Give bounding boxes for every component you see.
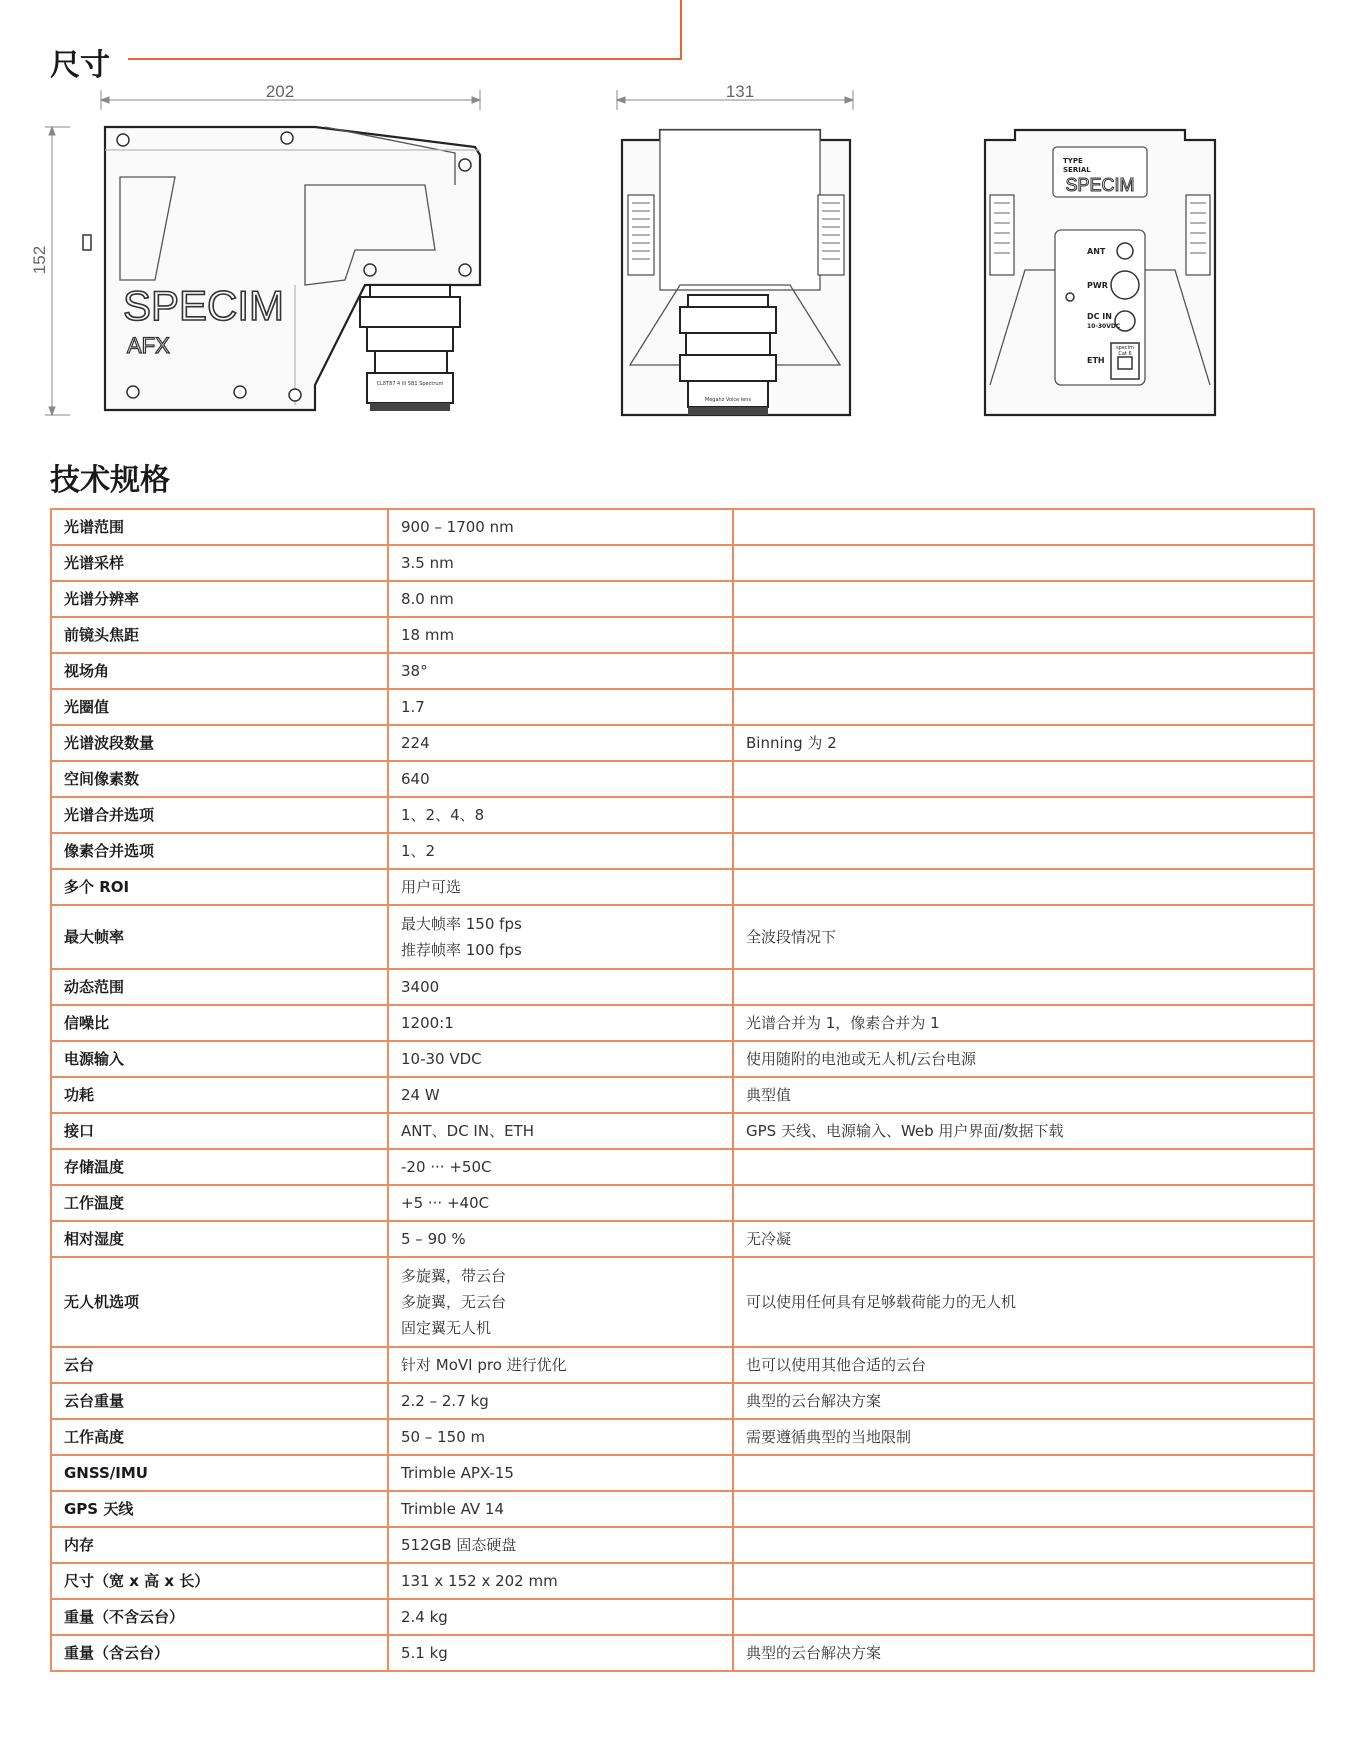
spec-param: 相对湿度 bbox=[51, 1221, 388, 1257]
spec-value-line: 针对 MoVI pro 进行优化 bbox=[401, 1356, 567, 1374]
spec-value bbox=[388, 1113, 733, 1149]
spec-param: GPS 天线 bbox=[51, 1491, 388, 1527]
spec-value bbox=[388, 833, 733, 869]
spec-value-line: 131 x 152 x 202 mm bbox=[401, 1572, 558, 1590]
spec-value bbox=[388, 969, 733, 1005]
spec-note bbox=[733, 653, 1314, 689]
spec-note bbox=[733, 617, 1314, 653]
spec-param: GNSS/IMU bbox=[51, 1455, 388, 1491]
spec-note: 典型值 bbox=[733, 1077, 1314, 1113]
spec-value-line: 1、2 bbox=[401, 842, 436, 860]
spec-param: 云台 bbox=[51, 1347, 388, 1383]
back-port-dcin: DC IN bbox=[1087, 312, 1112, 321]
spec-note bbox=[733, 1149, 1314, 1185]
spec-param: 无人机选项 bbox=[51, 1257, 388, 1347]
spec-row bbox=[51, 1005, 1314, 1041]
spec-note bbox=[733, 509, 1314, 545]
spec-value bbox=[388, 1347, 733, 1383]
spec-note: Binning 为 2 bbox=[733, 725, 1314, 761]
spec-value-line: 224 bbox=[401, 734, 430, 752]
spec-row bbox=[51, 1185, 1314, 1221]
spec-param: 前镜头焦距 bbox=[51, 617, 388, 653]
spec-row bbox=[51, 1149, 1314, 1185]
spec-row bbox=[51, 1383, 1314, 1419]
spec-value-line: 512GB 固态硬盘 bbox=[401, 1536, 517, 1554]
spec-row bbox=[51, 969, 1314, 1005]
spec-value-line: 8.0 nm bbox=[401, 590, 454, 608]
spec-value-line: 1、2、4、8 bbox=[401, 806, 485, 824]
spec-row bbox=[51, 509, 1314, 545]
spec-value bbox=[388, 761, 733, 797]
spec-value-line: Trimble AV 14 bbox=[401, 1500, 505, 1518]
spec-note: 典型的云台解决方案 bbox=[733, 1383, 1314, 1419]
spec-table-body bbox=[51, 509, 1314, 1671]
spec-row bbox=[51, 653, 1314, 689]
spec-param: 电源输入 bbox=[51, 1041, 388, 1077]
spec-note bbox=[733, 969, 1314, 1005]
spec-note bbox=[733, 1491, 1314, 1527]
spec-value-line: 24 W bbox=[401, 1086, 440, 1104]
spec-value bbox=[388, 1041, 733, 1077]
back-port-pwr: PWR bbox=[1087, 281, 1108, 290]
spec-param: 空间像素数 bbox=[51, 761, 388, 797]
spec-value-line: Trimble APX-15 bbox=[401, 1464, 514, 1482]
spec-value bbox=[388, 1419, 733, 1455]
back-brand-logo: SPECIM bbox=[1065, 175, 1135, 195]
spec-value bbox=[388, 1491, 733, 1527]
back-eth-brand: specim bbox=[1116, 345, 1134, 351]
spec-note: 无冷凝 bbox=[733, 1221, 1314, 1257]
spec-param: 多个 ROI bbox=[51, 869, 388, 905]
spec-param: 工作温度 bbox=[51, 1185, 388, 1221]
spec-value bbox=[388, 797, 733, 833]
spec-value bbox=[388, 905, 733, 969]
spec-param: 动态范围 bbox=[51, 969, 388, 1005]
spec-param: 工作高度 bbox=[51, 1419, 388, 1455]
spec-value-line: 用户可选 bbox=[401, 878, 462, 896]
spec-value-line: 5.1 kg bbox=[401, 1644, 448, 1662]
spec-param: 重量（不含云台） bbox=[51, 1599, 388, 1635]
spec-value bbox=[388, 1527, 733, 1563]
back-eth-label: Cat 6 bbox=[1118, 351, 1132, 357]
spec-value-line: 3.5 nm bbox=[401, 554, 454, 572]
spec-note bbox=[733, 1527, 1314, 1563]
spec-value bbox=[388, 545, 733, 581]
spec-value bbox=[388, 1149, 733, 1185]
spec-param: 视场角 bbox=[51, 653, 388, 689]
spec-value bbox=[388, 653, 733, 689]
spec-row bbox=[51, 725, 1314, 761]
spec-value bbox=[388, 1383, 733, 1419]
spec-note: 光谱合并为 1，像素合并为 1 bbox=[733, 1005, 1314, 1041]
spec-value-line: 多旋翼，带云台 bbox=[401, 1267, 507, 1285]
spec-value-line: 1200:1 bbox=[401, 1014, 454, 1032]
back-port-eth: ETH bbox=[1087, 356, 1105, 365]
spec-param: 功耗 bbox=[51, 1077, 388, 1113]
spec-param: 接口 bbox=[51, 1113, 388, 1149]
spec-note: 典型的云台解决方案 bbox=[733, 1635, 1314, 1671]
spec-value bbox=[388, 689, 733, 725]
spec-row bbox=[51, 1563, 1314, 1599]
spec-row bbox=[51, 1347, 1314, 1383]
spec-row bbox=[51, 545, 1314, 581]
spec-value-line: 640 bbox=[401, 770, 430, 788]
spec-note bbox=[733, 761, 1314, 797]
spec-row bbox=[51, 1221, 1314, 1257]
spec-value bbox=[388, 1077, 733, 1113]
spec-note: 需要遵循典型的当地限制 bbox=[733, 1419, 1314, 1455]
spec-row bbox=[51, 1635, 1314, 1671]
spec-row bbox=[51, 1113, 1314, 1149]
side-model-label: AFX bbox=[127, 333, 170, 358]
spec-value bbox=[388, 1599, 733, 1635]
spec-value bbox=[388, 1005, 733, 1041]
spec-value-line: 多旋翼，无云台 bbox=[401, 1293, 507, 1311]
spec-value-line: ANT、DC IN、ETH bbox=[401, 1122, 535, 1140]
spec-value-line: 推荐帧率 100 fps bbox=[401, 941, 522, 959]
back-label-serial: SERIAL bbox=[1063, 166, 1091, 174]
spec-value bbox=[388, 581, 733, 617]
spec-param: 尺寸（宽 x 高 x 长） bbox=[51, 1563, 388, 1599]
spec-note bbox=[733, 1455, 1314, 1491]
spec-param: 光谱范围 bbox=[51, 509, 388, 545]
front-lens-text: Megahz Voice lens bbox=[704, 397, 752, 403]
spec-param: 信噪比 bbox=[51, 1005, 388, 1041]
side-height-label: 152 bbox=[30, 245, 49, 275]
spec-value-line: 10-30 VDC bbox=[401, 1050, 482, 1068]
side-lens-text: CL8T87 4 III 5B1 Spectrum bbox=[376, 381, 444, 387]
header-accent-line-vertical bbox=[680, 0, 682, 58]
spec-row bbox=[51, 869, 1314, 905]
spec-value-line: -20 ··· +50C bbox=[401, 1158, 492, 1176]
spec-param: 云台重量 bbox=[51, 1383, 388, 1419]
spec-note: 全波段情况下 bbox=[733, 905, 1314, 969]
front-view-drawing bbox=[600, 85, 870, 425]
spec-param: 光谱分辨率 bbox=[51, 581, 388, 617]
spec-param: 光谱合并选项 bbox=[51, 797, 388, 833]
spec-note bbox=[733, 545, 1314, 581]
spec-value-line: 50 – 150 m bbox=[401, 1428, 486, 1446]
spec-value-line: 2.2 – 2.7 kg bbox=[401, 1392, 489, 1410]
side-width-label: 202 bbox=[265, 85, 295, 101]
spec-note bbox=[733, 869, 1314, 905]
side-view-drawing bbox=[25, 85, 495, 425]
spec-row bbox=[51, 833, 1314, 869]
spec-note bbox=[733, 581, 1314, 617]
spec-note bbox=[733, 689, 1314, 725]
spec-value bbox=[388, 1257, 733, 1347]
spec-note bbox=[733, 797, 1314, 833]
spec-param: 内存 bbox=[51, 1527, 388, 1563]
spec-value-line: 18 mm bbox=[401, 626, 455, 644]
spec-row bbox=[51, 689, 1314, 725]
spec-value bbox=[388, 725, 733, 761]
spec-row bbox=[51, 581, 1314, 617]
spec-param: 光谱波段数量 bbox=[51, 725, 388, 761]
spec-param: 最大帧率 bbox=[51, 905, 388, 969]
spec-note: 使用随附的电池或无人机/云台电源 bbox=[733, 1041, 1314, 1077]
spec-value-line: 固定翼无人机 bbox=[401, 1319, 492, 1337]
spec-value-line: 3400 bbox=[401, 978, 440, 996]
spec-note bbox=[733, 1599, 1314, 1635]
spec-note: 也可以使用其他合适的云台 bbox=[733, 1347, 1314, 1383]
spec-note bbox=[733, 833, 1314, 869]
spec-row bbox=[51, 1527, 1314, 1563]
spec-row bbox=[51, 1491, 1314, 1527]
spec-note: GPS 天线、电源输入、Web 用户界面/数据下载 bbox=[733, 1113, 1314, 1149]
spec-row bbox=[51, 617, 1314, 653]
spec-value-line: 1.7 bbox=[401, 698, 425, 716]
spec-value-line: +5 ··· +40C bbox=[401, 1194, 490, 1212]
spec-row bbox=[51, 1257, 1314, 1347]
spec-note: 可以使用任何具有足够载荷能力的无人机 bbox=[733, 1257, 1314, 1347]
spec-note bbox=[733, 1563, 1314, 1599]
spec-value bbox=[388, 1221, 733, 1257]
spec-value bbox=[388, 1185, 733, 1221]
spec-value bbox=[388, 509, 733, 545]
spec-value-line: 900 – 1700 nm bbox=[401, 518, 514, 536]
spec-row bbox=[51, 1455, 1314, 1491]
header-accent-line-horizontal bbox=[128, 58, 682, 60]
side-brand-logo: SPECIM bbox=[123, 282, 285, 329]
spec-row bbox=[51, 1077, 1314, 1113]
back-port-dcin-voltage: 10-30VDC bbox=[1087, 323, 1121, 330]
spec-table bbox=[50, 508, 1315, 1672]
spec-param: 像素合并选项 bbox=[51, 833, 388, 869]
spec-value bbox=[388, 869, 733, 905]
specs-title: 技术规格 bbox=[50, 463, 170, 498]
dimensions-title: 尺寸 bbox=[50, 48, 110, 83]
spec-row bbox=[51, 1599, 1314, 1635]
spec-param: 存储温度 bbox=[51, 1149, 388, 1185]
spec-row bbox=[51, 797, 1314, 833]
spec-param: 光圈值 bbox=[51, 689, 388, 725]
spec-value-line: 38° bbox=[401, 662, 428, 680]
spec-value-line: 2.4 kg bbox=[401, 1608, 448, 1626]
back-view-drawing bbox=[975, 85, 1225, 425]
spec-row bbox=[51, 1419, 1314, 1455]
spec-param: 重量（含云台） bbox=[51, 1635, 388, 1671]
spec-value-line: 最大帧率 150 fps bbox=[401, 915, 522, 933]
spec-value bbox=[388, 1455, 733, 1491]
spec-value bbox=[388, 1563, 733, 1599]
spec-value bbox=[388, 1635, 733, 1671]
spec-row bbox=[51, 1041, 1314, 1077]
spec-param: 光谱采样 bbox=[51, 545, 388, 581]
spec-value-line: 5 – 90 % bbox=[401, 1230, 466, 1248]
spec-note bbox=[733, 1185, 1314, 1221]
spec-row bbox=[51, 761, 1314, 797]
back-label-type: TYPE bbox=[1063, 157, 1083, 165]
spec-value bbox=[388, 617, 733, 653]
front-width-label: 131 bbox=[725, 85, 755, 101]
back-port-ant: ANT bbox=[1087, 247, 1106, 256]
spec-row bbox=[51, 905, 1314, 969]
